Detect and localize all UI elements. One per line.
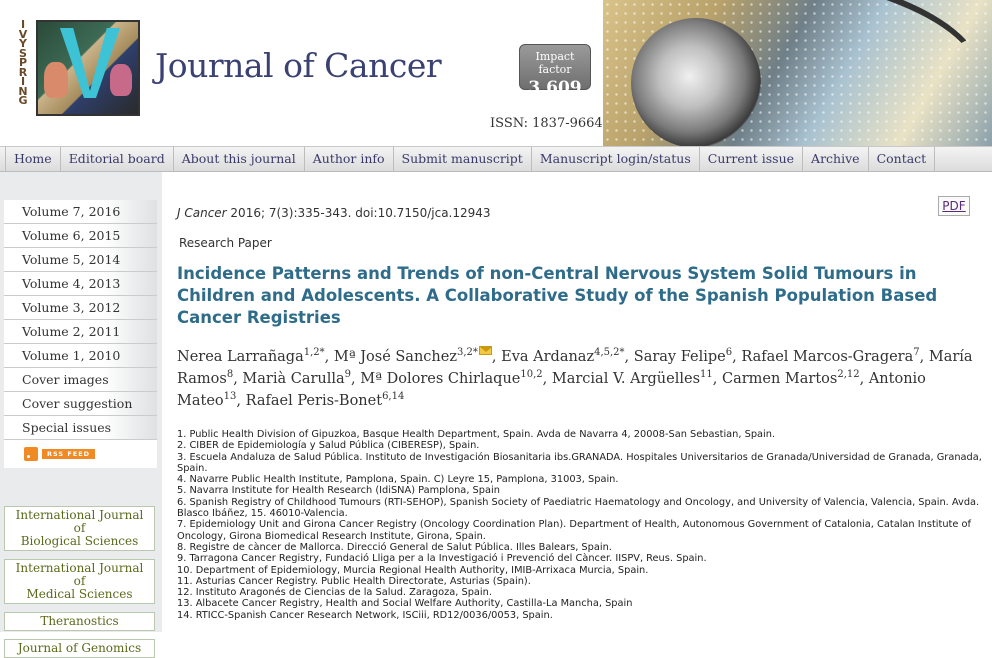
author-name: Marcial V. Argüelles: [551, 371, 701, 387]
affiliation-item: 1. Public Health Division of Gipuzkoa, Basque Health Department, Spain. Avda de Navarra 4, 20008-San Sebastian, Spain.: [177, 429, 776, 440]
citation-journal: J Cancer: [177, 206, 227, 220]
logo-artwork: [36, 20, 140, 116]
article-type: Research Paper: [179, 236, 272, 250]
related-journal-link[interactable]: [4, 559, 155, 604]
related-journal-link[interactable]: [4, 612, 155, 631]
nav-item-current-issue[interactable]: Current issue: [700, 147, 803, 171]
author-affiliation-numbers: 9: [344, 369, 352, 381]
author-name: María Ramos: [177, 349, 973, 387]
author-name: Carmen Martos: [721, 371, 838, 387]
pdf-button[interactable]: PDF: [938, 196, 970, 216]
sidebar: [0, 172, 162, 655]
author-name: Rafael Peris-Bonet: [245, 393, 383, 409]
author-affiliation-numbers: 2,12: [837, 369, 860, 381]
author-name: Mª Dolores Chirlaque: [360, 371, 521, 387]
author[interactable]: [722, 371, 860, 387]
affiliation-item: 5. Navarra Institute for Health Research (IdiSNA) Pamplona, Spain: [177, 485, 500, 497]
related-journal-label: Medical Sciences: [26, 587, 133, 601]
author-list: Nerea Larrañaga$^{1,2*}$, Mª José Sanchez$^{3,2*}$ , Eva Ardanaz$^{4,5,2*}$, Saray Felipe$^6$, Rafael Marcos-Gragera$^7$, María Ramos$^8$, Marià Carulla$^9$, Mª Dolores Chirlaque$^{10,2}$, Marcial V. Argüelles$^{11}$, Carmen Martos$^{2,12}$, Antonio Mateo$^{13}$, Rafael Peris-Bonet$^{6,14}$: [177, 347, 973, 409]
author-affiliation-numbers: 8: [226, 369, 234, 381]
impact-factor-value: 3.609: [528, 78, 582, 98]
impact-factor-label: Impact factor: [535, 50, 575, 76]
article-main: [162, 172, 992, 632]
affiliation-item: 2. CIBER de Epidemiología y Salud Pública (CIBERESP), Spain.: [177, 440, 480, 452]
sidebar-item-cover-images[interactable]: Cover images: [4, 368, 157, 392]
author-affiliation-numbers: 6,14: [382, 391, 405, 403]
sidebar-volume-list: [0, 200, 162, 440]
author-name: Mª José Sanchez: [333, 349, 457, 365]
affiliation-item: 10. Department of Epidemiology, Murcia Regional Health Authority, IMIB-Arrixaca Murcia, Spain.: [177, 564, 649, 576]
nav-item-submit-manuscript[interactable]: Submit manuscript: [394, 147, 532, 171]
email-icon[interactable]: [479, 346, 492, 355]
sidebar-item-special-issues[interactable]: Special issues: [4, 416, 157, 440]
author[interactable]: [741, 349, 919, 365]
nav-item-contact[interactable]: Contact: [869, 147, 936, 171]
affiliation-item: 11. Asturias Cancer Registry. Public Health Directorate, Asturias (Spain).: [177, 575, 531, 587]
main-nav: [0, 146, 992, 172]
site-header: [0, 0, 992, 146]
nav-item-manuscript-login-status[interactable]: Manuscript login/status: [532, 147, 700, 171]
issn-text: ISSN: 1837-9664: [490, 116, 603, 131]
author-name: Nerea Larrañaga: [177, 349, 304, 365]
ivyspring-logo[interactable]: [12, 18, 142, 118]
nav-item-home[interactable]: Home: [5, 147, 61, 171]
affiliation-item: 12. Instituto Aragonés de Ciencias de la Salud. Zaragoza, Spain.: [177, 587, 492, 599]
author-name: Saray Felipe: [633, 349, 726, 365]
author-name: Rafael Marcos-Gragera: [741, 349, 914, 365]
related-journal-label: Journal of Genomics: [17, 641, 142, 655]
citation-details: 2016; 7(3):335-343. doi:10.7150/jca.12943: [226, 206, 491, 220]
author[interactable]: [334, 349, 492, 365]
related-journal-label: Theranostics: [40, 614, 119, 628]
stethoscope-image: [631, 18, 761, 148]
rss-feed-badge: RSS FEED: [42, 449, 95, 459]
sidebar-item-volume-5-2014[interactable]: Volume 5, 2014: [4, 248, 157, 272]
author-affiliation-numbers: 6: [725, 347, 733, 359]
related-journal-label: Biological Sciences: [20, 534, 139, 548]
nav-item-about-this-journal[interactable]: About this journal: [174, 147, 305, 171]
affiliation-item: 14. RTICC-Spanish Cancer Research Network, ISCiii, RD12/0036/0053, Spain.: [177, 609, 553, 621]
related-journal-link[interactable]: [4, 506, 155, 551]
journal-title[interactable]: Journal of Cancer: [155, 46, 442, 85]
author[interactable]: [552, 371, 713, 387]
logo-face-left: [44, 62, 68, 98]
impact-factor-badge: [519, 44, 591, 98]
related-journals: [0, 506, 162, 658]
author-name: Marià Carulla: [242, 371, 345, 387]
article-title: Incidence Patterns and Trends of non-Central Nervous System Solid Tumours in Children and Adolescents. A Collaborative Study of the Spanish Population Based Cancer Registries: [177, 264, 938, 327]
logo-vertical-text: I V Y S P R I N G: [18, 18, 28, 107]
author-affiliation-numbers: 4,5,2*: [594, 347, 625, 359]
sidebar-item-volume-4-2013[interactable]: Volume 4, 2013: [4, 272, 157, 296]
author-affiliation-numbers: 13: [223, 391, 237, 403]
sidebar-item-volume-1-2010[interactable]: Volume 1, 2010: [4, 344, 157, 368]
author[interactable]: [242, 371, 351, 387]
sidebar-item-volume-6-2015[interactable]: Volume 6, 2015: [4, 224, 157, 248]
affiliation-item: 8. Registre de càncer de Mallorca. Direcció General de Salut Pública. Illes Balears, Spain.: [177, 541, 612, 553]
affiliation-item: 7. Epidemiology Unit and Girona Cancer Registry (Oncology Coordination Plan). Department of Health, Autonomous Government of Catalonia, Catalan Institute of Oncology, Girona Biomedical Research Institute, Girona, Spain.: [177, 519, 971, 542]
affiliation-item: 9. Tarragona Cancer Registry, Fundació Lliga per a la Investigació i Prevenció del Càncer. IISPV, Reus. Spain.: [177, 553, 707, 565]
author[interactable]: [634, 349, 732, 365]
affiliation-list: [177, 429, 987, 621]
author-affiliation-numbers: 7: [913, 347, 920, 359]
author-affiliation-numbers: 3,2*: [456, 347, 478, 359]
author[interactable]: [360, 371, 542, 387]
related-journal-label: International Journal of: [15, 561, 144, 588]
nav-item-author-info[interactable]: Author info: [305, 147, 394, 171]
sidebar-top-band: [0, 172, 162, 200]
affiliation-item: 3. Escuela Andaluza de Salud Pública. Instituto de Investigación Biosanitaria ibs.GRANADA. Hospitales Universitarios de Granada/Universidad de Granada, Granada, Spain.: [177, 451, 982, 474]
related-journal-link[interactable]: [4, 639, 155, 658]
nav-item-editorial-board[interactable]: Editorial board: [61, 147, 174, 171]
sidebar-item-cover-suggestion[interactable]: Cover suggestion: [4, 392, 157, 416]
sidebar-item-volume-3-2012[interactable]: Volume 3, 2012: [4, 296, 157, 320]
header-banner-image: [603, 0, 992, 146]
author-affiliation-numbers: 1,2*: [303, 347, 325, 359]
author[interactable]: [501, 349, 624, 365]
author[interactable]: [177, 349, 325, 365]
rss-icon: [24, 447, 38, 461]
author-affiliation-numbers: 11: [700, 369, 713, 381]
author-name: Eva Ardanaz: [501, 349, 595, 365]
sidebar-item-volume-7-2016[interactable]: Volume 7, 2016: [4, 200, 157, 224]
rss-feed-link[interactable]: [4, 440, 157, 468]
nav-item-archive[interactable]: Archive: [803, 147, 869, 171]
sidebar-gap: [0, 468, 162, 506]
author-affiliation-numbers: 10,2: [520, 369, 543, 381]
affiliation-item: 6. Spanish Registry of Childhood Tumours (RTI-SEHOP), Spanish Society of Paediatric Haematology and Oncology, and University of Valencia, Valencia, Spain. Avda. Blasco Ibáñez, 15. 46010-Valencia.: [177, 496, 980, 520]
citation-line: [177, 206, 491, 220]
sidebar-item-volume-2-2011[interactable]: Volume 2, 2011: [4, 320, 157, 344]
author-name: Antonio Mateo: [177, 371, 926, 409]
affiliation-item: 4. Navarre Public Health Institute, Pamplona, Spain. C) Leyre 15, Pamplona, 31003, Spain.: [177, 474, 619, 486]
logo-face-right: [110, 64, 132, 96]
author[interactable]: [246, 393, 405, 409]
affiliation-item: 13. Albacete Cancer Registry, Health and Social Welfare Authority, Castilla-La Mancha, Spain: [177, 598, 633, 610]
related-journal-label: International Journal of: [15, 508, 144, 535]
